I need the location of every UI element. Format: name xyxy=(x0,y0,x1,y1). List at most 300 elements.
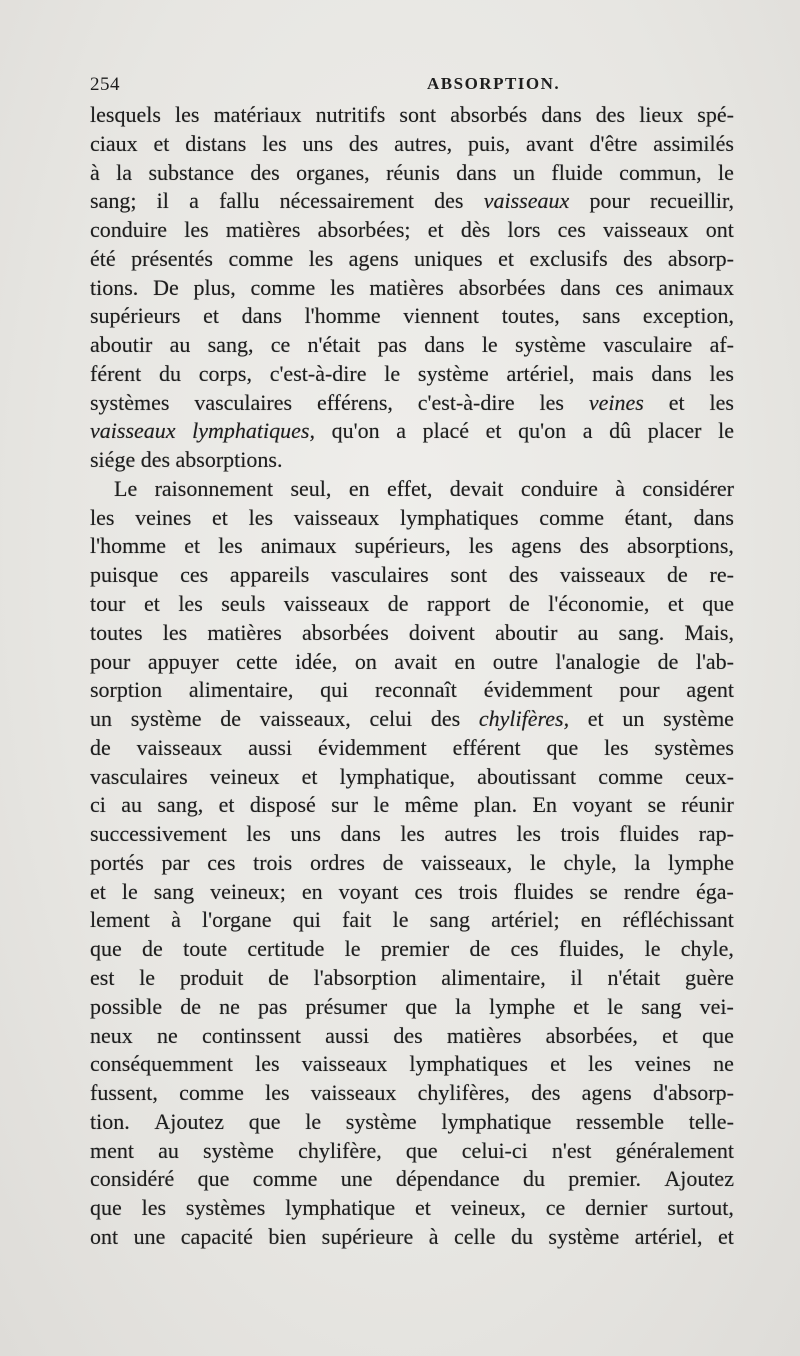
word: ne xyxy=(713,1051,734,1077)
word: alimentaire, xyxy=(188,677,294,703)
word: devait xyxy=(449,475,504,501)
word: sont xyxy=(450,562,488,588)
word: doivent xyxy=(408,619,475,645)
word: veineux xyxy=(209,763,280,789)
word: système xyxy=(663,706,734,732)
word: réfléchissant xyxy=(622,907,734,933)
word: pour xyxy=(589,188,630,214)
word: uns xyxy=(290,821,321,847)
word: le xyxy=(139,964,156,990)
word: sur xyxy=(331,792,359,818)
word: au xyxy=(169,332,191,358)
word: en xyxy=(348,475,370,501)
word: re- xyxy=(709,562,734,588)
word: premier xyxy=(380,936,450,962)
word: présentés xyxy=(131,245,213,271)
text-line xyxy=(90,964,734,993)
word: comme xyxy=(252,1166,318,1192)
word: les xyxy=(308,245,334,271)
word: rapport xyxy=(427,591,491,617)
word: exception, xyxy=(642,303,734,329)
word: l'économie, xyxy=(548,591,650,617)
word: dû xyxy=(609,418,632,444)
word: dans xyxy=(340,821,381,847)
text-line xyxy=(90,935,734,964)
word: vei- xyxy=(699,993,734,1019)
word: lymphatiques, xyxy=(192,418,315,444)
word: vasculaires xyxy=(194,389,293,415)
word: le xyxy=(607,993,624,1019)
word: les xyxy=(709,389,734,415)
word: effet, xyxy=(386,475,433,501)
word: et xyxy=(717,1223,734,1249)
word: les xyxy=(248,504,274,530)
text-line xyxy=(90,532,734,561)
word: les xyxy=(218,533,243,559)
word: de xyxy=(509,591,530,617)
word: matériaux xyxy=(213,102,302,127)
text-line xyxy=(90,187,734,216)
word: fait xyxy=(342,907,372,933)
word: sorption xyxy=(90,677,163,703)
word: ordres xyxy=(309,849,365,875)
word: Le xyxy=(114,475,138,501)
word: aboutissant xyxy=(477,763,577,789)
word: surtout, xyxy=(667,1195,734,1221)
text-line xyxy=(90,274,734,303)
page-number: 254 xyxy=(90,74,120,95)
word: lymphatiques xyxy=(409,1051,528,1077)
text-line xyxy=(90,906,734,935)
word: efférent xyxy=(452,734,521,760)
word: de xyxy=(469,936,491,962)
word: fallu xyxy=(219,188,260,214)
word: conduire xyxy=(520,475,598,501)
word: des xyxy=(430,706,461,732)
word: au xyxy=(577,619,599,645)
word: de xyxy=(268,964,289,990)
word: ciaux xyxy=(90,130,138,156)
word: ont xyxy=(90,1223,119,1249)
word: absorptions. xyxy=(175,447,283,473)
word: animaux xyxy=(658,274,734,300)
word: lymphe xyxy=(667,849,734,875)
word: En xyxy=(532,792,557,818)
word: absorbées xyxy=(302,619,389,645)
word: présumer xyxy=(305,993,388,1019)
word: étant, xyxy=(624,504,673,530)
text-line xyxy=(90,763,734,792)
word: dans xyxy=(241,303,282,329)
word: trois xyxy=(560,821,600,847)
word: chylifère, xyxy=(298,1137,382,1163)
word: capacité xyxy=(180,1223,253,1249)
word: système xyxy=(345,1108,417,1134)
word: sont xyxy=(399,102,437,127)
word: supérieurs, xyxy=(354,533,451,559)
word: du xyxy=(522,1166,545,1192)
word: chyle, xyxy=(563,849,617,875)
text-line xyxy=(90,1108,734,1137)
word: les xyxy=(90,504,115,530)
word: les xyxy=(539,389,564,415)
word: uns xyxy=(302,130,334,156)
word: seul, xyxy=(290,475,332,501)
word: rendre xyxy=(623,878,680,904)
word: à xyxy=(90,159,100,185)
word: ces xyxy=(180,562,209,588)
word: vaisseaux xyxy=(603,217,689,243)
word: sang xyxy=(429,907,470,933)
word: l'analogie xyxy=(555,648,641,674)
word: possible xyxy=(90,993,163,1019)
word: un xyxy=(90,706,112,732)
word: la xyxy=(634,849,651,875)
word: pour xyxy=(619,677,660,703)
text-line xyxy=(90,216,734,245)
word: qui xyxy=(292,907,321,933)
word: de xyxy=(382,849,404,875)
word: les xyxy=(262,130,287,156)
word: vaisseaux xyxy=(310,1080,397,1106)
word: l'homme xyxy=(90,533,167,559)
text-line xyxy=(90,993,734,1022)
text-line xyxy=(90,446,734,475)
word: à xyxy=(428,1223,439,1249)
word: portés xyxy=(90,849,144,875)
word: les xyxy=(162,619,188,645)
word: artériel, xyxy=(634,1223,703,1249)
word: lymphatique xyxy=(285,1195,396,1221)
word: et xyxy=(668,389,685,415)
word: plan. xyxy=(473,792,518,818)
word: et xyxy=(203,303,219,329)
word: des xyxy=(348,130,379,156)
word: rap- xyxy=(698,821,734,847)
word: agent xyxy=(686,677,734,703)
word: l'ab- xyxy=(695,648,734,674)
text-line xyxy=(90,245,734,274)
word: ce xyxy=(545,1195,566,1221)
word: chyle, xyxy=(680,936,734,962)
word: aussi xyxy=(248,734,293,760)
word: premier. xyxy=(568,1166,641,1192)
word: d'absorp- xyxy=(652,1080,734,1106)
word: sang. xyxy=(618,619,665,645)
word: matières xyxy=(207,619,282,645)
word: système xyxy=(203,1137,274,1163)
word: l'organe xyxy=(202,907,272,933)
word: agens xyxy=(581,1080,632,1106)
word: et xyxy=(415,1195,431,1221)
text-line xyxy=(90,878,734,907)
word: voyant xyxy=(572,792,633,818)
word: le xyxy=(373,792,390,818)
word: des xyxy=(623,245,653,271)
word: vasculaire xyxy=(603,332,693,358)
word: celle xyxy=(453,1223,496,1249)
word: les xyxy=(175,102,200,127)
word: commun, xyxy=(619,159,702,185)
word: du xyxy=(159,360,182,386)
word: et xyxy=(143,591,160,617)
word: autres, xyxy=(394,130,453,156)
word: dans xyxy=(693,504,734,530)
word: telle- xyxy=(688,1108,734,1134)
word: corps, xyxy=(198,360,252,386)
word: bien xyxy=(268,1223,307,1249)
word: puis, xyxy=(467,130,511,156)
word: un xyxy=(512,159,535,185)
word: comme xyxy=(598,763,663,789)
word: comme xyxy=(539,504,604,530)
word: et xyxy=(573,993,590,1019)
word: des xyxy=(579,533,609,559)
word: et xyxy=(218,792,235,818)
word: reconnaît xyxy=(375,677,457,703)
word: le xyxy=(481,332,498,358)
text-line xyxy=(90,648,734,677)
word: aussi xyxy=(325,1022,370,1048)
word: des xyxy=(393,1022,423,1048)
text-line xyxy=(90,590,734,619)
word: et xyxy=(301,763,318,789)
word: à xyxy=(171,907,181,933)
word: n'est xyxy=(551,1137,592,1163)
word: ont xyxy=(705,217,734,243)
word: de xyxy=(90,734,111,760)
word: vasculaires xyxy=(90,763,188,789)
word: recueillir, xyxy=(649,188,734,214)
word: des xyxy=(250,159,280,185)
word: l'absorption xyxy=(313,964,417,990)
word: uniques xyxy=(414,245,483,271)
text-line xyxy=(90,734,734,763)
word: dans xyxy=(424,332,465,358)
word: systèmes xyxy=(185,1195,266,1221)
word: que xyxy=(405,993,438,1019)
word: fluides xyxy=(513,878,574,904)
word: siége xyxy=(90,447,136,473)
word: dès xyxy=(460,217,491,243)
word: sang xyxy=(641,993,682,1019)
word: que xyxy=(197,1166,230,1192)
word: outre xyxy=(492,648,538,674)
word: avant xyxy=(525,130,574,156)
word: les xyxy=(141,1195,167,1221)
word: raisonnement xyxy=(154,475,274,501)
word: des xyxy=(595,102,626,127)
word: viennent xyxy=(403,303,480,329)
word: n'était xyxy=(607,964,661,990)
word: puisque xyxy=(90,562,159,588)
word: des xyxy=(508,562,539,588)
word: c'est-à-dire xyxy=(417,389,515,415)
word: les xyxy=(255,1051,280,1077)
word: est xyxy=(90,964,115,990)
word: réunis xyxy=(386,159,440,185)
word: artériel, xyxy=(506,360,575,386)
word: exclusifs xyxy=(529,245,608,271)
word: de xyxy=(667,562,688,588)
word: lieux xyxy=(639,102,684,127)
word: systèmes xyxy=(90,389,170,415)
word: les xyxy=(400,821,425,847)
word: a xyxy=(189,188,199,214)
word: à xyxy=(615,475,625,501)
word: plus, xyxy=(193,274,236,300)
word: fluide xyxy=(551,159,603,185)
word: l'homme xyxy=(304,303,381,329)
word: il xyxy=(570,964,583,990)
word: ne xyxy=(156,1022,178,1048)
word: que xyxy=(702,591,734,617)
word: comme xyxy=(228,245,294,271)
word: appareils xyxy=(229,562,310,588)
word: même xyxy=(404,792,459,818)
text-line xyxy=(90,130,734,159)
word: que xyxy=(546,734,579,760)
text-line xyxy=(90,561,734,590)
word: au xyxy=(121,792,143,818)
word: trois xyxy=(253,849,293,875)
word: Ajoutez xyxy=(664,1166,734,1192)
word: ment xyxy=(90,1137,134,1163)
word: les xyxy=(709,360,734,386)
word: conduire xyxy=(90,217,167,243)
word: tour xyxy=(90,591,126,617)
word: les xyxy=(516,821,541,847)
word: en xyxy=(580,907,602,933)
text-line xyxy=(90,1022,734,1051)
word: comme xyxy=(179,1080,244,1106)
word: absorbées, xyxy=(545,1022,638,1048)
word: que xyxy=(90,936,122,962)
word: systèmes xyxy=(654,734,734,760)
word: système xyxy=(417,360,489,386)
word: la xyxy=(116,159,133,185)
word: fussent, xyxy=(90,1080,158,1106)
word: au xyxy=(158,1137,179,1163)
word: a xyxy=(582,418,593,444)
word: et xyxy=(427,217,444,243)
word: et xyxy=(550,1051,567,1077)
word: veineux; xyxy=(210,878,286,904)
word: artériel; xyxy=(491,907,560,933)
text-line xyxy=(90,705,734,734)
word: vaisseaux xyxy=(90,418,176,444)
word: système xyxy=(130,706,202,732)
word: et xyxy=(153,130,170,156)
word: éga- xyxy=(695,878,734,904)
word: considéré xyxy=(90,1166,175,1192)
word: et xyxy=(662,1022,678,1048)
word: des xyxy=(434,188,464,214)
word: placer xyxy=(647,418,702,444)
text-line xyxy=(90,360,734,389)
word: sang xyxy=(153,878,195,904)
word: ces xyxy=(557,217,586,243)
word: il xyxy=(156,188,169,214)
word: que xyxy=(702,1022,734,1048)
word: pas xyxy=(377,332,407,358)
word: du xyxy=(510,1223,533,1249)
word: autres xyxy=(444,821,497,847)
word: ce xyxy=(270,332,291,358)
word: considérer xyxy=(642,475,734,501)
word: tions. xyxy=(90,274,139,300)
word: Mais, xyxy=(684,619,734,645)
word: dans xyxy=(541,102,582,127)
word: absorbés xyxy=(450,102,528,127)
word: de xyxy=(220,706,242,732)
word: veineux, xyxy=(450,1195,526,1221)
text-line xyxy=(90,331,734,360)
word: et xyxy=(184,533,201,559)
word: neux xyxy=(90,1022,133,1048)
word: qu'on xyxy=(331,418,380,444)
word: ne xyxy=(219,993,240,1019)
word: mais xyxy=(592,360,634,386)
word: appuyer xyxy=(147,648,219,674)
text-line xyxy=(90,101,734,130)
word: comme xyxy=(250,274,316,300)
word: la xyxy=(455,993,472,1019)
word: vasculaires xyxy=(331,562,429,588)
word: un xyxy=(622,706,645,732)
word: une xyxy=(340,1166,373,1192)
word: dépendance xyxy=(395,1166,500,1192)
word: efférens, xyxy=(316,389,393,415)
word: continssent xyxy=(201,1022,301,1048)
word: on xyxy=(354,648,377,674)
word: les xyxy=(184,217,209,243)
page-header xyxy=(90,74,740,102)
word: veines xyxy=(634,1051,691,1077)
text-line xyxy=(90,302,734,331)
word: alimentaire, xyxy=(441,964,546,990)
word: agens xyxy=(348,245,399,271)
word: évidemment xyxy=(317,734,427,760)
word: fluides, xyxy=(558,936,625,962)
word: sang, xyxy=(157,792,204,818)
word: lymphe xyxy=(489,993,556,1019)
word: et xyxy=(587,706,604,732)
word: absorbées xyxy=(458,274,546,300)
word: les xyxy=(604,734,629,760)
word: trois xyxy=(458,878,498,904)
word: et xyxy=(667,591,684,617)
word: chylifères, xyxy=(417,1080,510,1106)
word: conséquemment xyxy=(90,1051,233,1077)
text-line xyxy=(90,619,734,648)
word: ressemble xyxy=(576,1108,665,1134)
word: matières xyxy=(446,1022,522,1048)
word: vaisseaux xyxy=(559,562,646,588)
word: vaisseaux xyxy=(293,504,380,530)
word: n'était xyxy=(307,332,361,358)
word: dans xyxy=(456,159,497,185)
running-title: ABSORPTION. xyxy=(427,74,561,93)
text-line xyxy=(90,159,734,188)
word: sans xyxy=(582,303,621,329)
text-line xyxy=(90,417,734,446)
word: guère xyxy=(685,964,734,990)
word: ces xyxy=(207,849,236,875)
word: veines xyxy=(135,504,192,530)
word: pas xyxy=(257,993,288,1019)
word: ces xyxy=(615,274,644,300)
